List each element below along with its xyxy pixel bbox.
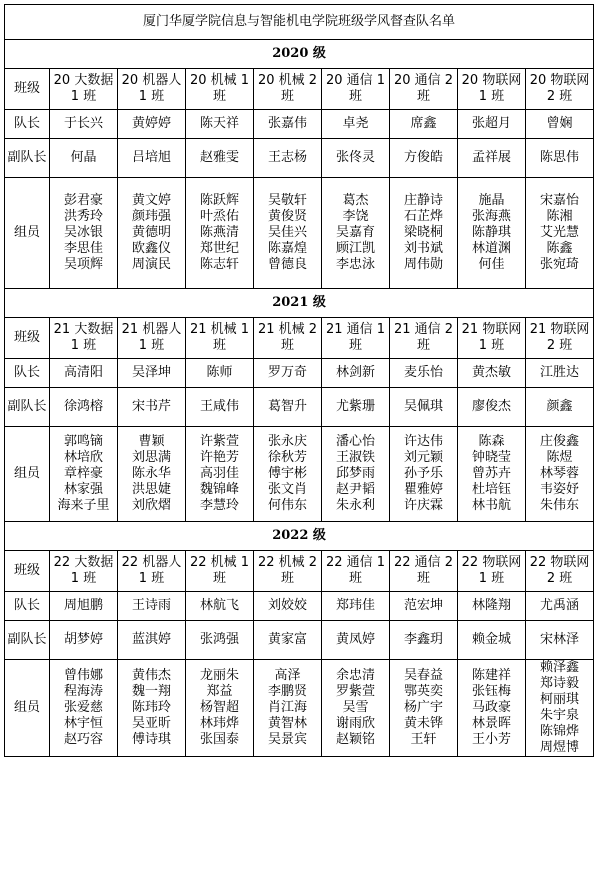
member-name: 陈志轩 <box>199 257 239 272</box>
member-name: 杜培钰 <box>471 482 511 497</box>
member-name: 周伟勋 <box>403 257 443 272</box>
member-name: 黄未铧 <box>403 716 443 731</box>
member-name: 陈煜 <box>546 450 573 465</box>
member-name: 刘书斌 <box>403 241 443 256</box>
class-name-cell: 21 机器人 1 班 <box>118 318 186 359</box>
members-cell <box>254 427 322 522</box>
members-cell <box>186 660 254 757</box>
member-name: 高泽 <box>274 668 301 683</box>
member-name: 王轩 <box>410 732 437 747</box>
members-cell <box>118 178 186 289</box>
member-name: 梁晓桐 <box>403 225 443 240</box>
captain-cell: 黄杰敏 <box>458 359 526 388</box>
class-name-cell: 22 物联网 1 班 <box>458 551 526 592</box>
member-name: 陈建祥 <box>471 668 511 683</box>
member-name: 曹颖 <box>138 434 165 449</box>
class-name-cell: 22 大数据 1 班 <box>50 551 118 592</box>
members-cell <box>458 178 526 289</box>
class-name-cell: 20 通信 1 班 <box>322 69 390 110</box>
members-cell <box>526 427 594 522</box>
member-name: 曾伟娜 <box>63 668 103 683</box>
member-name: 吴冰银 <box>63 225 103 240</box>
member-name: 郑益 <box>206 684 233 699</box>
members-cell <box>186 427 254 522</box>
member-name: 罗紫萱 <box>335 684 375 699</box>
members-cell <box>390 178 458 289</box>
member-name: 潘心怡 <box>335 434 375 449</box>
member-name: 朱伟东 <box>540 498 580 513</box>
member-name: 张海燕 <box>471 209 511 224</box>
members-label: 组员 <box>5 427 50 522</box>
member-name: 张爱慈 <box>63 700 103 715</box>
member-name: 周煜博 <box>540 740 580 755</box>
member-name: 庄俊鑫 <box>540 434 580 449</box>
member-name: 陈跃辉 <box>199 193 239 208</box>
class-name-cell: 20 大数据 1 班 <box>50 69 118 110</box>
vice-captain-cell: 蓝淇婷 <box>118 621 186 660</box>
member-name: 赵巧容 <box>63 732 103 747</box>
members-cell <box>526 660 594 757</box>
vice-captain-cell: 李鑫玥 <box>390 621 458 660</box>
class-name-cell: 21 通信 2 班 <box>390 318 458 359</box>
member-name: 张钰梅 <box>471 684 511 699</box>
captain-cell: 高清阳 <box>50 359 118 388</box>
member-name: 谢雨欣 <box>335 716 375 731</box>
members-label: 组员 <box>5 660 50 757</box>
vice-captain-cell: 何晶 <box>50 139 118 178</box>
captain-cell: 林隆翔 <box>458 592 526 621</box>
member-name: 陈嘉煌 <box>267 241 307 256</box>
captain-cell: 陈天祥 <box>186 110 254 139</box>
member-name: 林家强 <box>63 482 103 497</box>
member-name: 马政豪 <box>471 700 511 715</box>
member-name: 彭君豪 <box>63 193 103 208</box>
vice-captain-cell: 颜鑫 <box>526 388 594 427</box>
vice-captain-cell: 张佟灵 <box>322 139 390 178</box>
member-name: 黄俊贤 <box>267 209 307 224</box>
members-cell <box>254 178 322 289</box>
members-cell <box>118 427 186 522</box>
member-name: 林培欣 <box>63 450 103 465</box>
members-cell <box>390 427 458 522</box>
member-name: 林书航 <box>471 498 511 513</box>
member-name: 瞿雅婷 <box>403 482 443 497</box>
member-name: 许紫萱 <box>199 434 239 449</box>
captain-cell: 江胜达 <box>526 359 594 388</box>
captain-row <box>5 110 594 139</box>
member-name: 徐秋芳 <box>267 450 307 465</box>
member-name: 刘思满 <box>131 450 171 465</box>
vice-captain-row <box>5 388 594 427</box>
member-name: 林景晖 <box>471 716 511 731</box>
captain-cell: 尤禹涵 <box>526 592 594 621</box>
class-row <box>5 69 594 110</box>
member-name: 庄静诗 <box>403 193 443 208</box>
member-name: 章梓豪 <box>63 466 103 481</box>
class-name-cell: 21 物联网 1 班 <box>458 318 526 359</box>
members-cell <box>322 660 390 757</box>
member-name: 张宛琦 <box>540 257 580 272</box>
class-name-cell: 22 通信 1 班 <box>322 551 390 592</box>
member-name: 杨智超 <box>199 700 239 715</box>
member-name: 李饶 <box>342 209 369 224</box>
captain-label: 队长 <box>5 592 50 621</box>
members-cell <box>458 427 526 522</box>
member-name: 吴景宾 <box>267 732 307 747</box>
vice-captain-row <box>5 621 594 660</box>
captain-row <box>5 592 594 621</box>
member-name: 何伟东 <box>267 498 307 513</box>
grade-heading: 2022 级 <box>5 522 594 551</box>
captain-cell: 林剑新 <box>322 359 390 388</box>
member-name: 黄文婷 <box>131 193 171 208</box>
member-name: 陈永华 <box>131 466 171 481</box>
class-name-cell: 20 机械 1 班 <box>186 69 254 110</box>
class-name-cell: 22 机器人 1 班 <box>118 551 186 592</box>
member-name: 柯丽琪 <box>540 692 580 707</box>
member-name: 林宇恒 <box>63 716 103 731</box>
captain-cell: 林航飞 <box>186 592 254 621</box>
member-name: 黄智林 <box>267 716 307 731</box>
vice-captain-cell: 胡梦婷 <box>50 621 118 660</box>
captain-cell: 张嘉伟 <box>254 110 322 139</box>
vice-captain-cell: 陈思伟 <box>526 139 594 178</box>
vice-captain-cell: 赖金城 <box>458 621 526 660</box>
grade-heading: 2020 级 <box>5 40 594 69</box>
member-name: 吴雪 <box>342 700 369 715</box>
captain-cell: 刘姣姣 <box>254 592 322 621</box>
class-row <box>5 318 594 359</box>
member-name: 陈湘 <box>546 209 573 224</box>
members-cell <box>322 427 390 522</box>
captain-cell: 于长兴 <box>50 110 118 139</box>
vice-captain-cell: 黄凤婷 <box>322 621 390 660</box>
vice-captain-cell: 宋林泽 <box>526 621 594 660</box>
member-name: 傅诗琪 <box>131 732 171 747</box>
captain-cell: 黄婷婷 <box>118 110 186 139</box>
vice-captain-cell: 葛智升 <box>254 388 322 427</box>
member-name: 吴敬轩 <box>267 193 307 208</box>
vice-captain-cell: 吴佩琪 <box>390 388 458 427</box>
member-name: 陈静琪 <box>471 225 511 240</box>
member-name: 赖泽鑫 <box>540 660 580 675</box>
member-name: 许艳芳 <box>199 450 239 465</box>
member-name: 朱宇泉 <box>540 708 580 723</box>
member-name: 龙丽朱 <box>199 668 239 683</box>
vice-captain-row <box>5 139 594 178</box>
captain-cell: 陈师 <box>186 359 254 388</box>
members-cell <box>458 660 526 757</box>
members-row <box>5 660 594 757</box>
class-label: 班级 <box>5 69 50 110</box>
vice-captain-cell: 徐鸿榕 <box>50 388 118 427</box>
members-cell <box>322 178 390 289</box>
member-name: 李忠泳 <box>335 257 375 272</box>
captain-cell: 卓尧 <box>322 110 390 139</box>
class-label: 班级 <box>5 318 50 359</box>
class-name-cell: 22 物联网 2 班 <box>526 551 594 592</box>
member-name: 李慧玲 <box>199 498 239 513</box>
member-name: 陈森 <box>478 434 505 449</box>
class-name-cell: 22 机械 2 班 <box>254 551 322 592</box>
class-row <box>5 551 594 592</box>
members-cell <box>254 660 322 757</box>
members-cell <box>118 660 186 757</box>
member-name: 郑世纪 <box>199 241 239 256</box>
member-name: 朱永利 <box>335 498 375 513</box>
member-name: 何佳 <box>478 257 505 272</box>
member-name: 赵尹韬 <box>335 482 375 497</box>
members-label: 组员 <box>5 178 50 289</box>
member-name: 陈鑫 <box>546 241 573 256</box>
class-name-cell: 20 机器人 1 班 <box>118 69 186 110</box>
member-name: 刘元颖 <box>403 450 443 465</box>
member-name: 吴亚昕 <box>131 716 171 731</box>
member-name: 曾苏卉 <box>471 466 511 481</box>
member-name: 艾光慧 <box>540 225 580 240</box>
captain-cell: 吴泽坤 <box>118 359 186 388</box>
member-name: 孙予乐 <box>403 466 443 481</box>
members-cell <box>186 178 254 289</box>
captain-cell: 周旭鹏 <box>50 592 118 621</box>
member-name: 吴佳兴 <box>267 225 307 240</box>
roster-document <box>4 4 594 757</box>
member-name: 葛杰 <box>342 193 369 208</box>
member-name: 余忠清 <box>335 668 375 683</box>
vice-captain-cell: 尤紫珊 <box>322 388 390 427</box>
vice-captain-cell: 方俊皓 <box>390 139 458 178</box>
member-name: 石芷烨 <box>403 209 443 224</box>
member-name: 黄伟杰 <box>131 668 171 683</box>
members-cell <box>50 427 118 522</box>
member-name: 郭鸣镝 <box>63 434 103 449</box>
vice-captain-cell: 王咸伟 <box>186 388 254 427</box>
member-name: 钟晓莹 <box>471 450 511 465</box>
member-name: 刘欣熠 <box>131 498 171 513</box>
member-name: 顾江凯 <box>335 241 375 256</box>
member-name: 陈玮玲 <box>131 700 171 715</box>
class-name-cell: 22 机械 1 班 <box>186 551 254 592</box>
member-name: 曾德良 <box>267 257 307 272</box>
vice-captain-cell: 赵雅雯 <box>186 139 254 178</box>
class-name-cell: 21 通信 1 班 <box>322 318 390 359</box>
class-name-cell: 21 物联网 2 班 <box>526 318 594 359</box>
member-name: 魏一翔 <box>131 684 171 699</box>
member-name: 黄德明 <box>131 225 171 240</box>
member-name: 傅宇彬 <box>267 466 307 481</box>
member-name: 陈锦烨 <box>540 724 580 739</box>
member-name: 程海涛 <box>63 684 103 699</box>
vice-captain-cell: 廖俊杰 <box>458 388 526 427</box>
member-name: 张国泰 <box>199 732 239 747</box>
roster-table <box>4 4 594 757</box>
captain-cell: 郑玮佳 <box>322 592 390 621</box>
member-name: 林玮烨 <box>199 716 239 731</box>
members-cell <box>50 660 118 757</box>
class-label: 班级 <box>5 551 50 592</box>
members-cell <box>526 178 594 289</box>
member-name: 洪思婕 <box>131 482 171 497</box>
vice-captain-cell: 王志杨 <box>254 139 322 178</box>
member-name: 叶烝佑 <box>199 209 239 224</box>
member-name: 颜玮强 <box>131 209 171 224</box>
class-name-cell: 20 物联网 1 班 <box>458 69 526 110</box>
member-name: 林道渊 <box>471 241 511 256</box>
captain-cell: 王诗雨 <box>118 592 186 621</box>
member-name: 吴项辉 <box>63 257 103 272</box>
vice-captain-cell: 张鸿强 <box>186 621 254 660</box>
member-name: 肖江海 <box>267 700 307 715</box>
member-name: 林琴蓉 <box>540 466 580 481</box>
captain-cell: 麦乐怡 <box>390 359 458 388</box>
member-name: 许庆霖 <box>403 498 443 513</box>
member-name: 鄂英奕 <box>403 684 443 699</box>
member-name: 赵颖铭 <box>335 732 375 747</box>
member-name: 邱梦雨 <box>335 466 375 481</box>
class-name-cell: 20 通信 2 班 <box>390 69 458 110</box>
vice-captain-label: 副队长 <box>5 388 50 427</box>
member-name: 杨广宇 <box>403 700 443 715</box>
member-name: 王淑铁 <box>335 450 375 465</box>
vice-captain-cell: 黄家富 <box>254 621 322 660</box>
member-name: 张文肖 <box>267 482 307 497</box>
captain-row <box>5 359 594 388</box>
class-name-cell: 21 大数据 1 班 <box>50 318 118 359</box>
member-name: 陈燕清 <box>199 225 239 240</box>
captain-cell: 席鑫 <box>390 110 458 139</box>
member-name: 吴嘉育 <box>335 225 375 240</box>
vice-captain-label: 副队长 <box>5 139 50 178</box>
member-name: 李思佳 <box>63 241 103 256</box>
member-name: 魏锦峰 <box>199 482 239 497</box>
members-row <box>5 178 594 289</box>
captain-cell: 曾娴 <box>526 110 594 139</box>
members-cell <box>50 178 118 289</box>
class-name-cell: 21 机械 1 班 <box>186 318 254 359</box>
vice-captain-label: 副队长 <box>5 621 50 660</box>
class-name-cell: 21 机械 2 班 <box>254 318 322 359</box>
class-name-cell: 20 物联网 2 班 <box>526 69 594 110</box>
class-name-cell: 20 机械 2 班 <box>254 69 322 110</box>
captain-cell: 范宏坤 <box>390 592 458 621</box>
member-name: 吴春益 <box>403 668 443 683</box>
vice-captain-cell: 宋书芹 <box>118 388 186 427</box>
member-name: 许达伟 <box>403 434 443 449</box>
member-name: 郑诗毅 <box>540 676 580 691</box>
members-cell <box>390 660 458 757</box>
member-name: 欧鑫仪 <box>131 241 171 256</box>
member-name: 韦姿妤 <box>540 482 580 497</box>
member-name: 宋嘉怡 <box>540 193 580 208</box>
member-name: 周演民 <box>131 257 171 272</box>
captain-cell: 张超月 <box>458 110 526 139</box>
document-title: 厦门华厦学院信息与智能机电学院班级学风督查队名单 <box>5 5 594 40</box>
vice-captain-cell: 孟祥展 <box>458 139 526 178</box>
captain-label: 队长 <box>5 359 50 388</box>
captain-label: 队长 <box>5 110 50 139</box>
member-name: 王小芳 <box>471 732 511 747</box>
member-name: 施晶 <box>478 193 505 208</box>
member-name: 李鹏贤 <box>267 684 307 699</box>
vice-captain-cell: 吕培旭 <box>118 139 186 178</box>
member-name: 洪秀玲 <box>63 209 103 224</box>
member-name: 海来子里 <box>57 498 110 513</box>
members-row <box>5 427 594 522</box>
grade-heading: 2021 级 <box>5 289 594 318</box>
captain-cell: 罗万奇 <box>254 359 322 388</box>
class-name-cell: 22 通信 2 班 <box>390 551 458 592</box>
member-name: 高羽佳 <box>199 466 239 481</box>
member-name: 张永庆 <box>267 434 307 449</box>
